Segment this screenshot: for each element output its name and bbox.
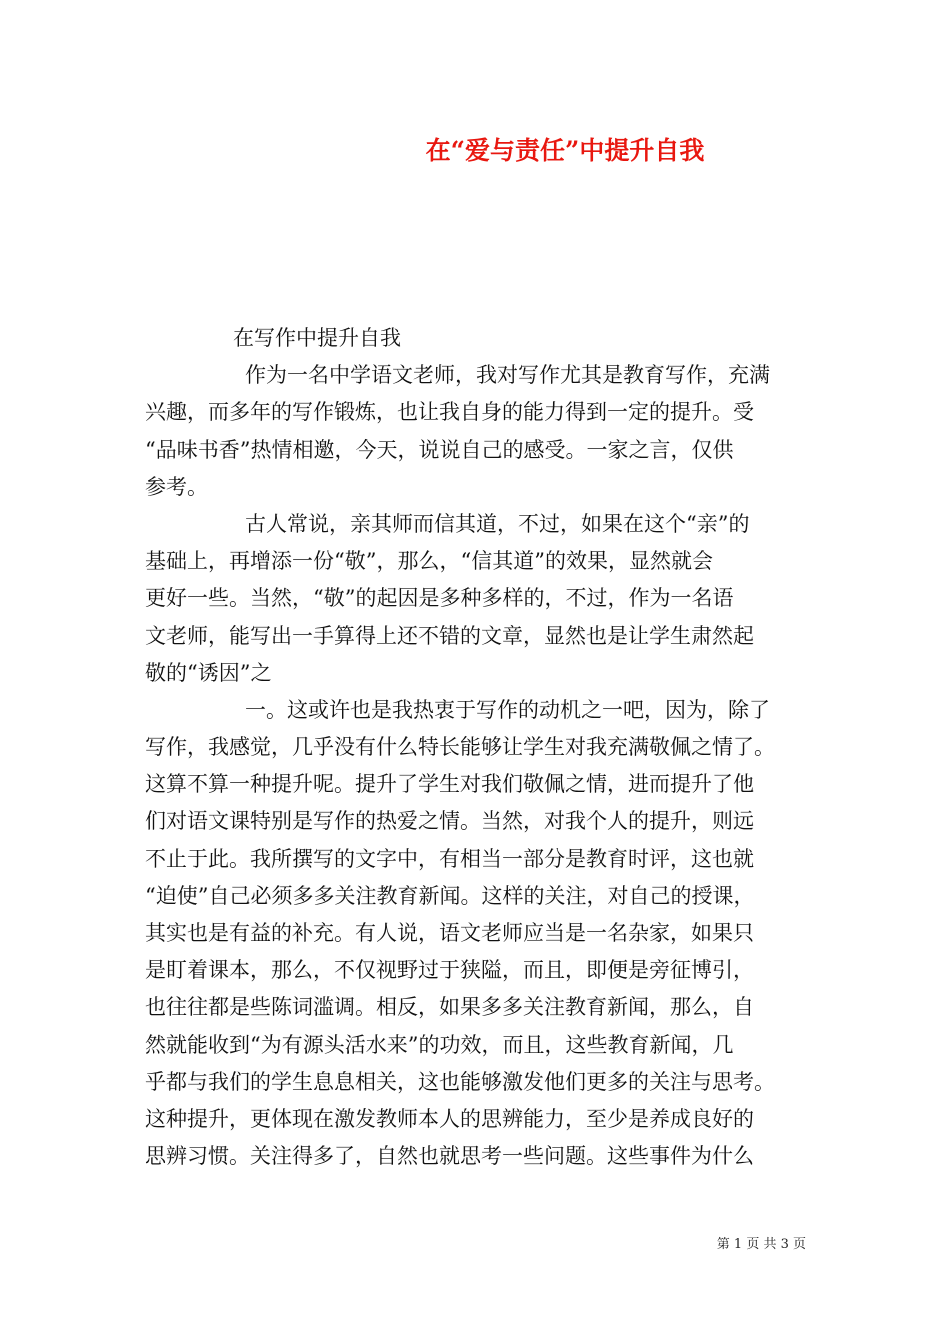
paragraph-line: 不止于此。我所撰写的文字中，有相当一部分是教育时评，这也就	[145, 846, 754, 871]
paragraph-line: 兴趣，而多年的写作锻炼，也让我自身的能力得到一定的提升。受	[145, 400, 754, 425]
paragraph-line: 这种提升，更体现在激发教师本人的思辨能力，至少是养成良好的	[145, 1106, 754, 1131]
paragraph-line: 基础上，再增添一份“敬”，那么，“信其道”的效果，显然就会	[145, 549, 713, 574]
section-heading: 在写作中提升自我	[233, 326, 401, 350]
paragraph-line: “迫使”自己必须多多关注教育新闻。这样的关注，对自己的授课，	[145, 883, 755, 908]
document-body	[145, 320, 810, 1175]
paragraph-line: 参考。	[145, 474, 208, 499]
paragraph-line: 作为一名中学语文老师，我对写作尤其是教育写作，充满	[245, 363, 770, 388]
paragraph-line: 然就能收到“为有源头活水来”的功效，而且，这些教育新闻，几	[145, 1032, 734, 1057]
paragraph-line: 们对语文课特别是写作的热爱之情。当然，对我个人的提升，则远	[145, 809, 754, 834]
paragraph-line: 思辨习惯。关注得多了，自然也就思考一些问题。这些事件为什么	[145, 1144, 754, 1169]
paragraph-line: 更好一些。当然，“敬”的起因是多种多样的，不过，作为一名语	[145, 586, 734, 611]
paragraph-line: 乎都与我们的学生息息相关，这也能够激发他们更多的关注与思考。	[145, 1069, 775, 1094]
paragraph-line: “品味书香”热情相邀，今天，说说自己的感受。一家之言，仅供	[145, 437, 734, 462]
paragraph-line: 这算不算一种提升呢。提升了学生对我们敬佩之情，进而提升了他	[145, 772, 754, 797]
paragraph-line: 一。这或许也是我热衷于写作的动机之一吧，因为，除了	[245, 697, 770, 722]
paragraph-line: 文老师，能写出一手算得上还不错的文章，显然也是让学生肃然起	[145, 623, 754, 648]
paragraph-line: 也往往都是些陈词滥调。相反，如果多多关注教育新闻，那么，自	[145, 995, 754, 1020]
page-number-footer: 第 1 页 共 3 页	[716, 1237, 806, 1252]
paragraph-line: 敬的“诱因”之	[145, 660, 272, 685]
paragraph-line: 是盯着课本，那么，不仅视野过于狭隘，而且，即便是旁征博引，	[145, 958, 754, 983]
paragraph-line: 写作，我感觉，几乎没有什么特长能够让学生对我充满敬佩之情了。	[145, 735, 775, 760]
paragraph-line: 其实也是有益的补充。有人说，语文老师应当是一名杂家，如果只	[145, 921, 754, 945]
document-title: 在“爱与责任”中提升自我	[425, 136, 705, 165]
paragraph-line: 古人常说，亲其师而信其道，不过，如果在这个“亲”的	[245, 511, 750, 536]
